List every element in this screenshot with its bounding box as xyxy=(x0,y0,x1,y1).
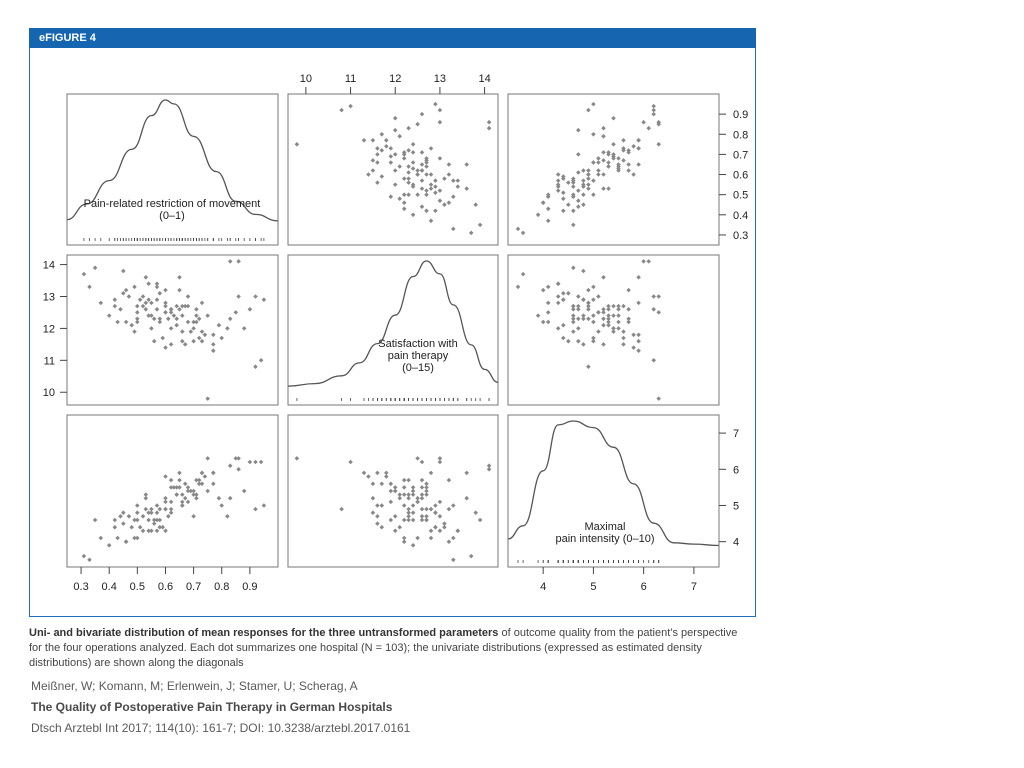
x-tick-label: 4 xyxy=(540,581,547,593)
x-tick-label: 0.7 xyxy=(185,581,202,593)
y-tick-label: 6 xyxy=(733,464,740,477)
diagonal-label-restriction: (0–1) xyxy=(159,210,185,222)
x-tick-label: 7 xyxy=(690,581,697,593)
x-tick-label: 5 xyxy=(590,581,597,593)
figure-caption xyxy=(29,626,749,671)
y-tick-label: 4 xyxy=(733,536,740,549)
y-tick-label: 10 xyxy=(42,387,55,400)
x-tick-label: 0.3 xyxy=(73,581,89,593)
y-tick-label: 11 xyxy=(43,355,55,368)
diagonal-label-satisfaction: pain therapy xyxy=(387,350,449,362)
caption-bold: Uni- and bivariate distribution of mean responses for the three untransformed parameters xyxy=(29,627,499,639)
diagonal-label-intensity: pain intensity (0–10) xyxy=(555,533,655,545)
x-tick-label: 10 xyxy=(299,73,312,85)
y-tick-label: 13 xyxy=(42,291,55,304)
y-tick-label: 0.7 xyxy=(733,149,749,162)
y-tick-label: 0.6 xyxy=(733,169,749,182)
y-tick-label: 5 xyxy=(733,500,740,513)
x-tick-label: 6 xyxy=(640,581,647,593)
y-tick-label: 0.8 xyxy=(733,129,749,142)
diagonal-label-satisfaction: Satisfaction with xyxy=(378,338,458,350)
panel-restriction-satisfaction xyxy=(288,94,498,245)
y-tick-label: 0.9 xyxy=(733,109,749,122)
citation-reference: Dtsch Arztebl Int 2017; 114(10): 161-7; DOI: 10.3238/arztebl.2017.0161 xyxy=(31,721,411,735)
panel-restriction-restriction xyxy=(67,94,278,245)
caption-rest: of outcome quality from the patient’s perspective for the four operations analyzed. Each dot summarizes one hospital (N = 103); the univariate distributions (expressed as estimated density distributions) are shown along the diagonals xyxy=(29,627,738,669)
x-tick-label: 0.6 xyxy=(157,581,174,593)
x-tick-label: 13 xyxy=(433,73,447,85)
x-tick-label: 0.8 xyxy=(214,581,230,593)
y-tick-label: 0.5 xyxy=(733,189,749,202)
y-tick-label: 0.4 xyxy=(733,209,749,222)
y-tick-label: 7 xyxy=(733,428,740,441)
x-tick-label: 0.4 xyxy=(101,581,117,593)
citation-title: The Quality of Postoperative Pain Therapy in German Hospitals xyxy=(31,700,393,714)
diagonal-label-satisfaction: (0–15) xyxy=(402,362,434,374)
citation-authors: Meißner, W; Komann, M; Erlenwein, J; Stamer, U; Scherag, A xyxy=(31,679,358,693)
y-tick-label: 12 xyxy=(42,323,55,336)
figure-label: eFIGURE 4 xyxy=(29,28,756,48)
panel-satisfaction-restriction xyxy=(67,255,278,405)
panel-layer xyxy=(43,73,749,593)
x-tick-label: 11 xyxy=(344,73,357,85)
y-tick-label: 14 xyxy=(42,259,55,272)
x-tick-label: 12 xyxy=(389,73,402,85)
x-tick-label: 14 xyxy=(478,73,491,85)
x-tick-label: 0.9 xyxy=(242,581,258,593)
y-tick-label: 0.3 xyxy=(733,229,749,242)
diagonal-label-restriction: Pain-related restriction of movement xyxy=(83,198,261,210)
x-tick-label: 0.5 xyxy=(129,581,145,593)
diagonal-label-intensity: Maximal xyxy=(584,521,626,533)
